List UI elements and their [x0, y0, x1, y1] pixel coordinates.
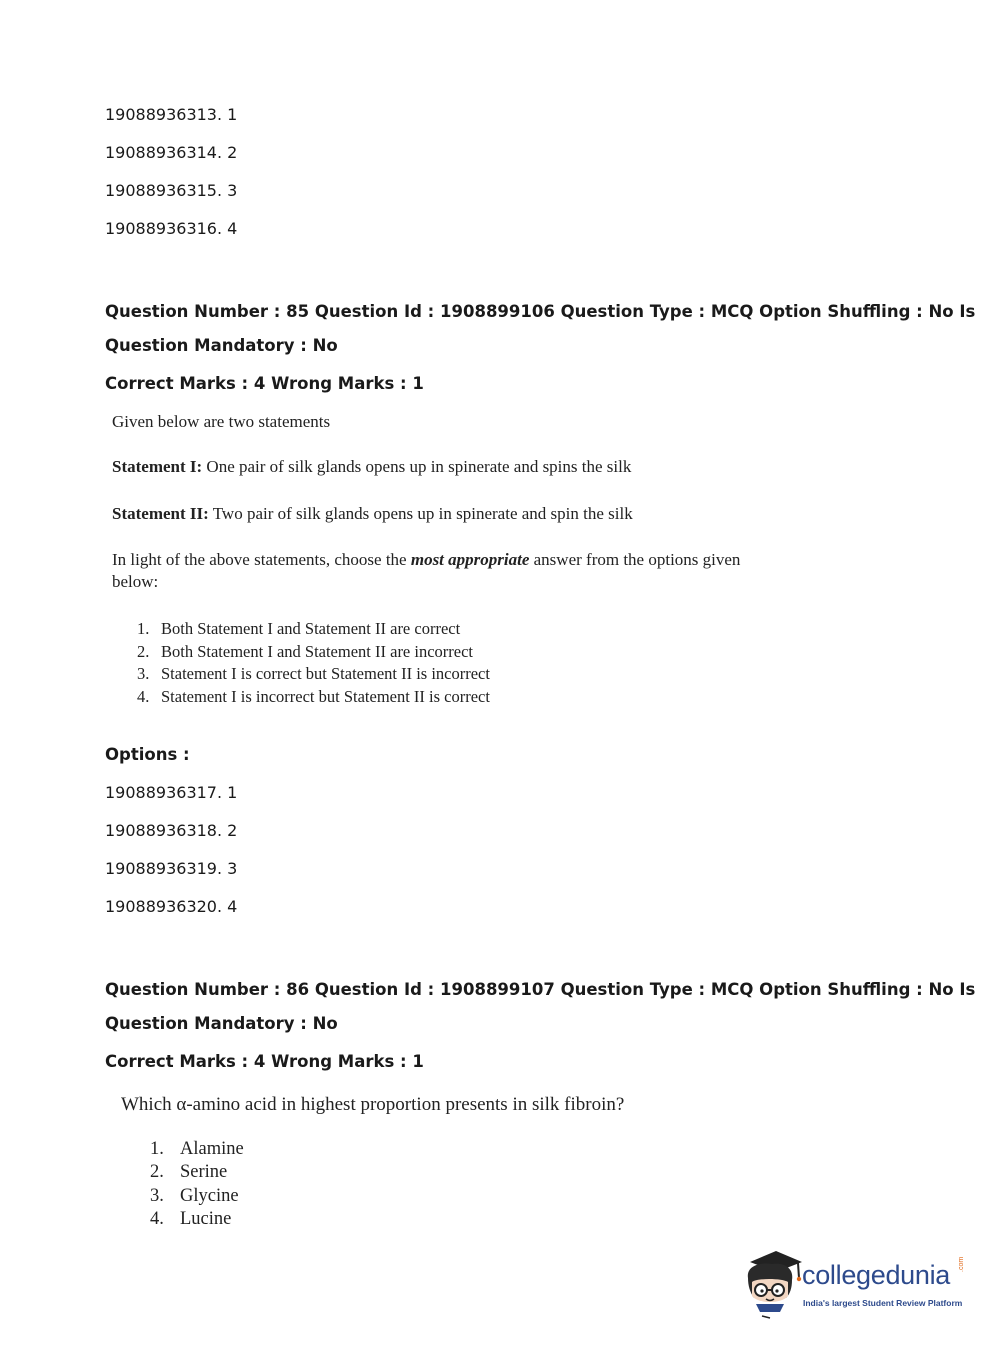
q85-marks: Correct Marks : 4 Wrong Marks : 1	[105, 374, 424, 393]
option-line: 19088936313. 1	[105, 105, 238, 124]
statement-2-text: Two pair of silk glands opens up in spinerate and spin the silk	[208, 504, 633, 523]
option-line: 19088936315. 3	[105, 181, 238, 200]
q85-instruction	[112, 549, 740, 571]
choice-text: Lucine	[180, 1208, 232, 1229]
q85-options-label: Options :	[105, 745, 190, 764]
statement-1-text: One pair of silk glands opens up in spinerate and spins the silk	[202, 457, 632, 476]
choice-text: Both Statement I and Statement II are correct	[161, 619, 461, 638]
list-item	[137, 686, 490, 709]
instruction-part: In light of the above statements, choose the	[112, 550, 411, 569]
list-item	[150, 1208, 244, 1231]
q85-choice-list	[137, 618, 490, 708]
statement-1-label: Statement I:	[112, 457, 203, 476]
choice-text: Statement I is incorrect but Statement II is correct	[161, 686, 490, 706]
list-item	[137, 641, 490, 664]
option-line: 19088936318. 2	[105, 821, 238, 840]
choice-number: 1.	[137, 619, 150, 638]
q85-statement-2	[112, 503, 633, 525]
collegedunia-logo	[742, 1248, 972, 1318]
choice-text: Glycine	[180, 1185, 239, 1206]
list-item	[150, 1161, 244, 1184]
list-item	[137, 618, 490, 641]
choice-text: Alamine	[180, 1139, 244, 1159]
choice-number: 4.	[150, 1208, 164, 1229]
list-item	[150, 1138, 244, 1161]
choice-number: 3.	[137, 664, 150, 683]
q86-header-line1: Question Number : 86 Question Id : 1908899107 Question Type : MCQ Option Shuffling : No Is	[105, 980, 976, 999]
choice-number: 2.	[150, 1162, 164, 1183]
q86-question: Which α-amino acid in highest proportion presents in silk fibroin?	[121, 1094, 625, 1115]
choice-number: 2.	[137, 641, 150, 661]
list-item	[150, 1185, 244, 1208]
q85-header-line2: Question Mandatory : No	[105, 336, 338, 355]
q86-marks: Correct Marks : 4 Wrong Marks : 1	[105, 1052, 424, 1071]
q85-statement-1	[112, 456, 631, 478]
instruction-part: answer from the options given	[529, 550, 741, 569]
option-line: 19088936317. 1	[105, 783, 238, 802]
option-line: 19088936320. 4	[105, 897, 238, 916]
choice-number: 1.	[150, 1139, 164, 1159]
option-line: 19088936314. 2	[105, 143, 238, 162]
q86-choice-list	[150, 1138, 244, 1231]
choice-number: 3.	[150, 1185, 164, 1206]
q85-instruction-line2: below:	[112, 572, 159, 591]
statement-2-label: Statement II:	[112, 504, 209, 523]
choice-text: Serine	[180, 1162, 228, 1183]
instruction-emphasis: most appropriate	[410, 550, 530, 569]
option-line: 19088936319. 3	[105, 859, 238, 878]
list-item	[137, 663, 490, 686]
choice-text: Both Statement I and Statement II are incorrect	[161, 641, 474, 661]
mascot-icon	[742, 1248, 804, 1320]
logo-wordmark: collegedunia	[802, 1260, 951, 1290]
choice-number: 4.	[137, 686, 150, 706]
option-line: 19088936316. 4	[105, 219, 238, 238]
logo-tagline: India's largest Student Review Platform	[803, 1298, 963, 1308]
q85-header-line1: Question Number : 85 Question Id : 1908899106 Question Type : MCQ Option Shuffling : No Is	[105, 302, 976, 321]
logo-domain-suffix: .com	[958, 1256, 965, 1272]
q86-header-line2: Question Mandatory : No	[105, 1014, 338, 1033]
q85-intro: Given below are two statements	[112, 412, 331, 431]
choice-text: Statement I is correct but Statement II is incorrect	[161, 664, 490, 683]
